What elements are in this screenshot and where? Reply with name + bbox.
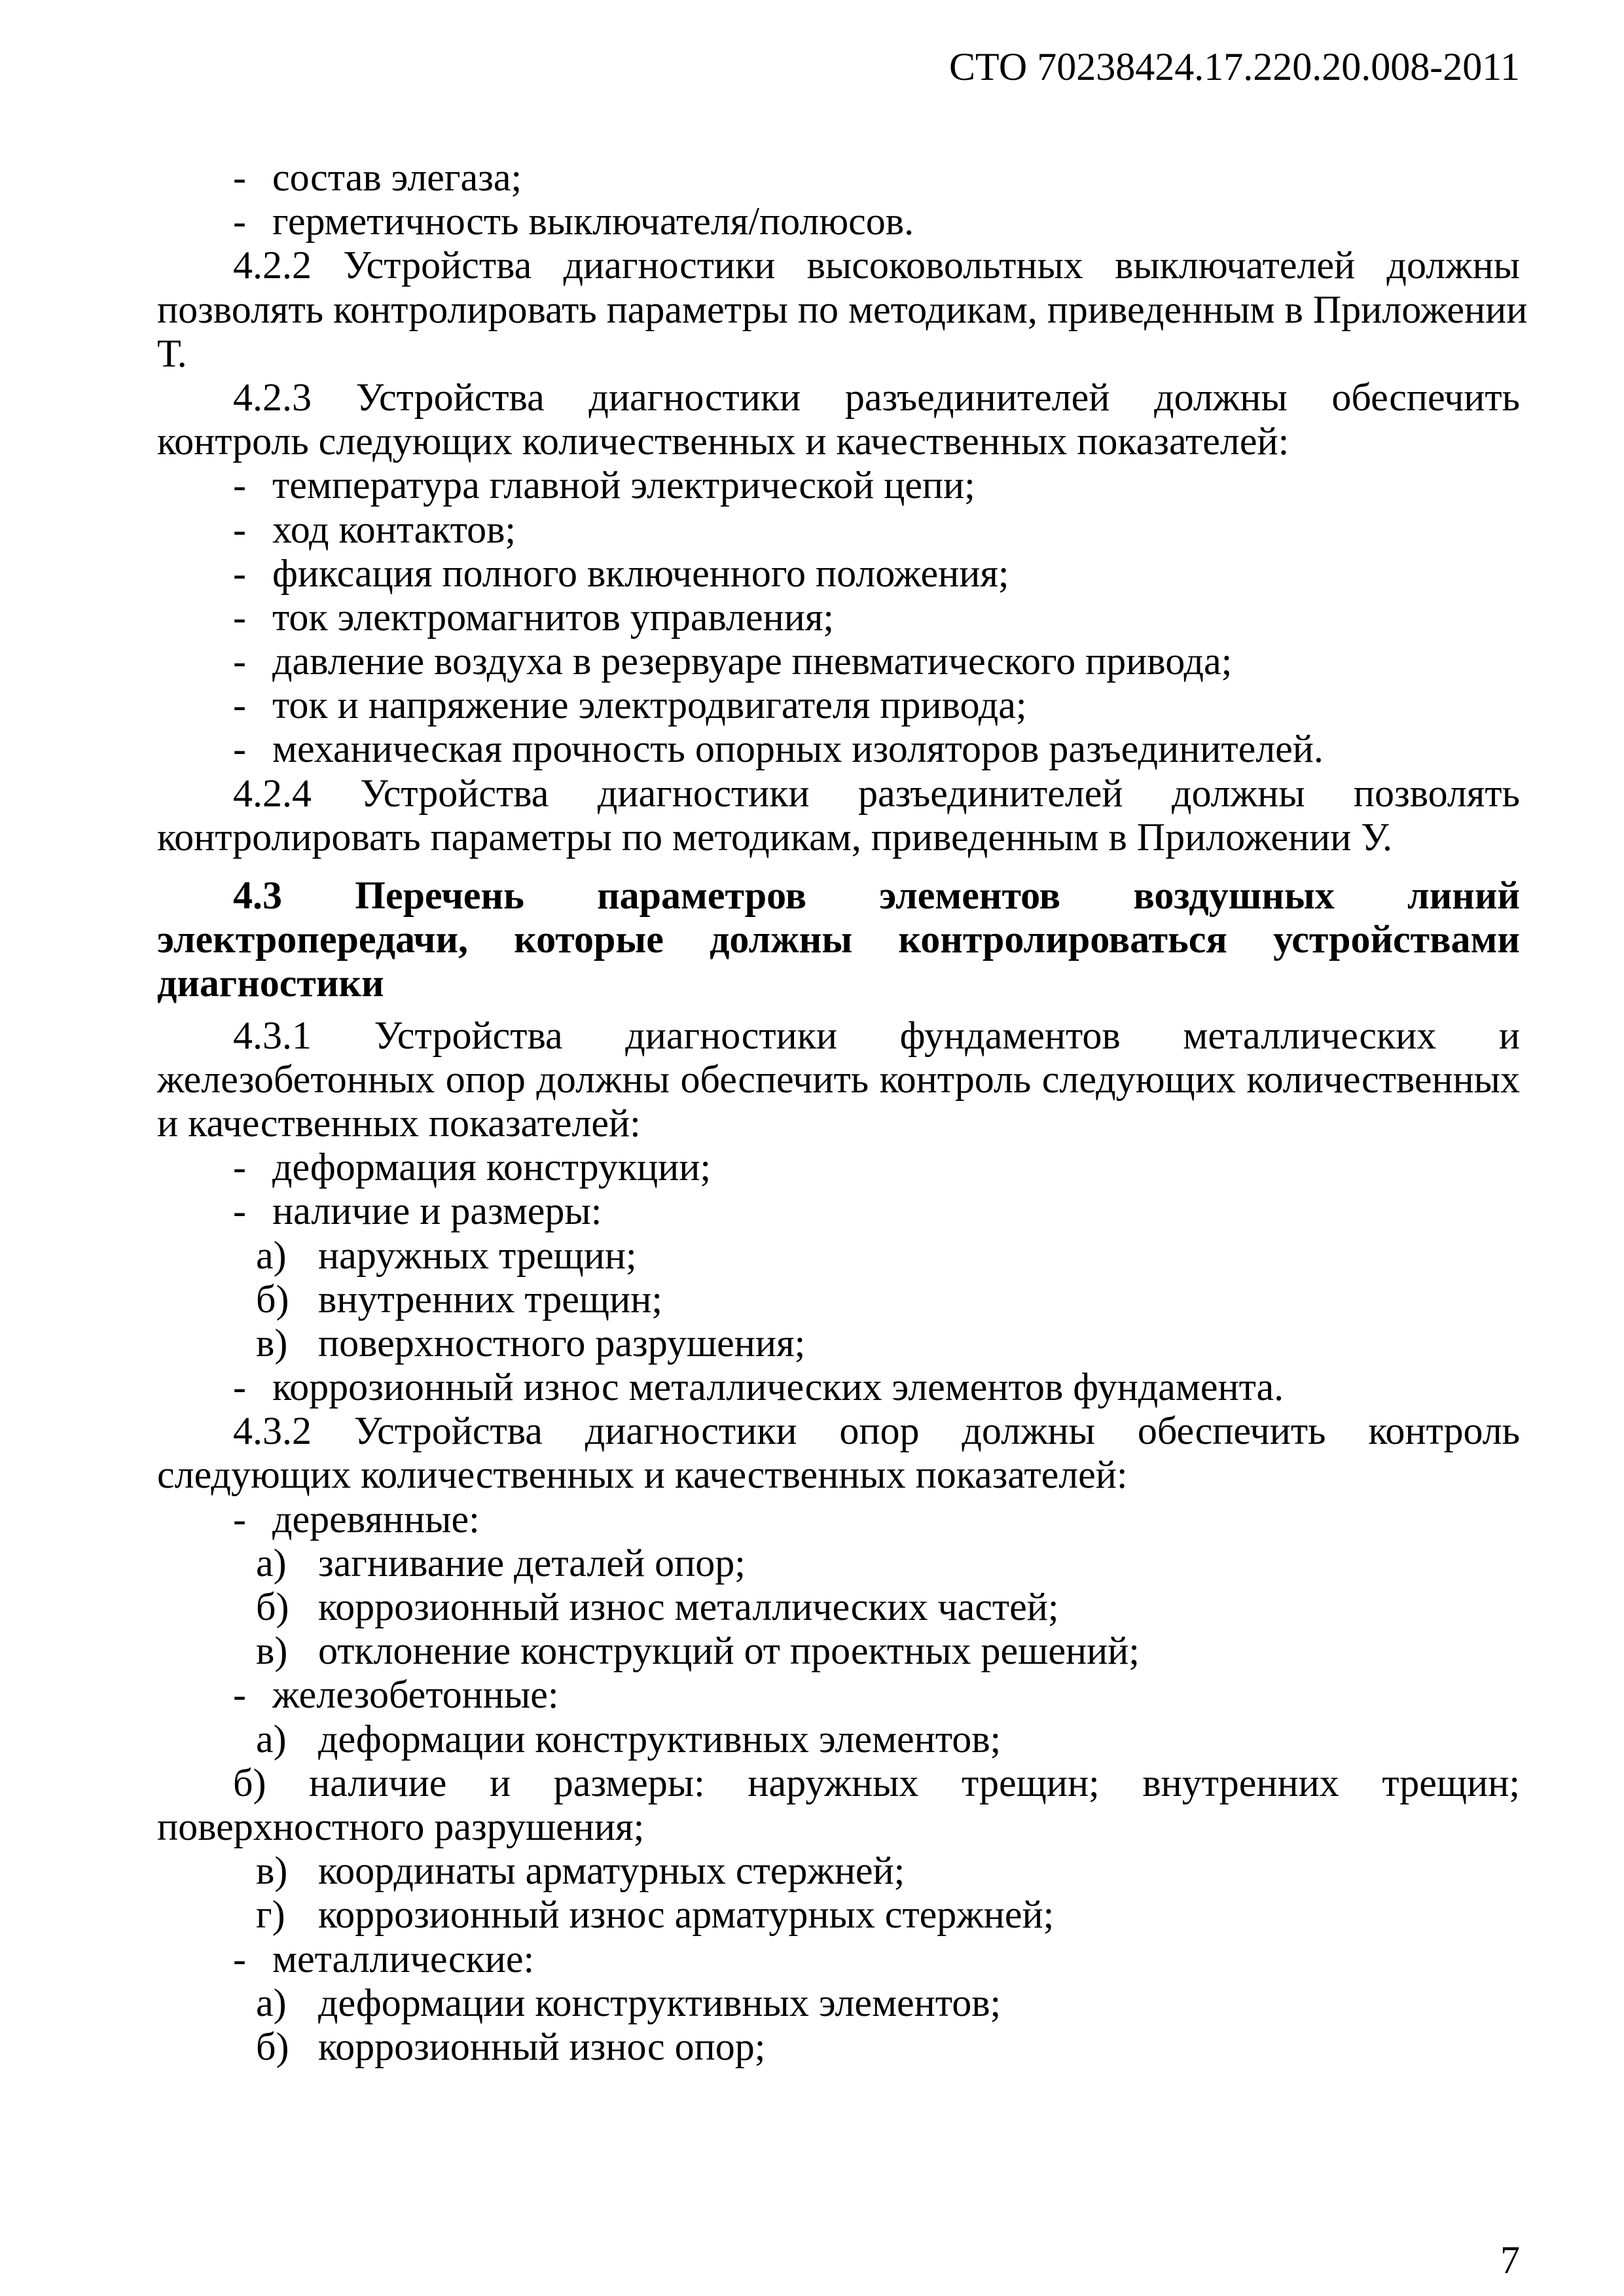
- document-code-header: СТО 70238424.17.220.20.008-2011: [949, 45, 1520, 88]
- text-line: 4.2.3 Устройства диагностики разъединителей должны обеспечить: [233, 375, 1520, 419]
- sub-list-item-text: коррозионный износ металлических частей;: [318, 1585, 1059, 1628]
- list-item-text: давление воздуха в резервуаре пневматического привода;: [272, 639, 1233, 683]
- list-item-text: ток электромагнитов управления;: [272, 595, 835, 639]
- sub-list-marker: б): [256, 1277, 289, 1321]
- sub-list-item: [157, 1541, 1520, 1585]
- sub-list-item: [157, 2025, 1520, 2069]
- text-line: и качественных показателей:: [157, 1101, 641, 1145]
- sub-list-marker: в): [256, 1849, 288, 1893]
- list-item: [157, 596, 1520, 639]
- paragraph: [157, 376, 1520, 463]
- list-item: [157, 508, 1520, 552]
- list-item: [157, 1937, 1520, 1981]
- list-item-text: температура главной электрической цепи;: [272, 463, 975, 507]
- list-item-text: герметичность выключателя/полюсов.: [272, 200, 914, 243]
- list-dash-marker: -: [233, 463, 246, 507]
- paragraph: [157, 243, 1528, 376]
- text-line: позволять контролировать параметры по методикам, приведенным в Приложении: [157, 287, 1528, 331]
- sub-list-item-text: деформации конструктивных элементов;: [318, 1981, 1001, 2024]
- list-item: [157, 1189, 1520, 1233]
- list-item: [157, 727, 1520, 771]
- list-item-text: ход контактов;: [272, 507, 516, 551]
- sub-list-item-text: отклонение конструкций от проектных решений;: [318, 1629, 1140, 1673]
- sub-list-marker: а): [256, 1541, 287, 1585]
- list-item: [157, 463, 1520, 507]
- list-item-text: механическая прочность опорных изоляторов разъединителей.: [272, 727, 1324, 771]
- list-item-text: наличие и размеры:: [272, 1189, 602, 1233]
- sub-list-item: [157, 1849, 1520, 1893]
- sub-list-item-text: загнивание деталей опор;: [318, 1541, 746, 1585]
- list-dash-marker: -: [233, 595, 246, 639]
- sub-list-marker: а): [256, 1717, 287, 1761]
- sub-list-item-text: внутренних трещин;: [318, 1277, 663, 1321]
- list-dash-marker: -: [233, 1189, 246, 1233]
- text-line: диагностики: [157, 961, 384, 1005]
- list-item-text: деформация конструкции;: [272, 1145, 712, 1189]
- list-dash-marker: -: [233, 1497, 246, 1541]
- text-line: 4.3.1 Устройства диагностики фундаментов металлических и: [233, 1013, 1520, 1057]
- text-line: поверхностного разрушения;: [157, 1804, 645, 1848]
- sub-list-marker: а): [256, 1233, 287, 1277]
- sub-list-marker: в): [256, 1629, 288, 1673]
- sub-list-item: [157, 1585, 1520, 1629]
- sub-list-marker: а): [256, 1981, 287, 2024]
- list-item: [157, 1673, 1520, 1717]
- sub-list-item-text: координаты арматурных стержней;: [318, 1849, 905, 1893]
- list-dash-marker: -: [233, 1145, 246, 1189]
- list-dash-marker: -: [233, 727, 246, 771]
- sub-list-item-text: деформации конструктивных элементов;: [318, 1717, 1001, 1761]
- list-dash-marker: -: [233, 156, 246, 199]
- text-line: 4.2.4 Устройства диагностики разъединителей должны позволять: [233, 771, 1520, 815]
- sub-list-item: [157, 1234, 1520, 1278]
- text-line: контроль следующих количественных и качественных показателей:: [157, 420, 1290, 463]
- list-item-text: ток и напряжение электродвигателя привода;: [272, 683, 1027, 727]
- sub-list-item-text: наружных трещин;: [318, 1233, 637, 1277]
- list-item: [157, 683, 1520, 727]
- list-dash-marker: -: [233, 1673, 246, 1717]
- sub-list-item: [157, 1629, 1520, 1673]
- text-line: контролировать параметры по методикам, приведенным в Приложении У.: [157, 815, 1392, 859]
- text-line: следующих количественных и качественных показателей:: [157, 1453, 1128, 1497]
- sub-list-item: [157, 1717, 1520, 1761]
- list-dash-marker: -: [233, 1937, 246, 1981]
- sub-list-item: [157, 1321, 1520, 1365]
- page-body: [157, 156, 1528, 2069]
- text-line: 4.3 Перечень параметров элементов воздушных линий: [233, 874, 1520, 917]
- text-line: б) наличие и размеры: наружных трещин; внутренних трещин;: [233, 1761, 1520, 1804]
- list-item-text: железобетонные:: [272, 1673, 559, 1717]
- list-item: [157, 200, 1520, 243]
- sub-list-item-text: поверхностного разрушения;: [318, 1321, 806, 1365]
- sub-list-item: [157, 1893, 1520, 1937]
- paragraph: [157, 772, 1520, 859]
- list-item-text: коррозионный износ металлических элементов фундамента.: [272, 1365, 1284, 1409]
- list-item: [157, 639, 1520, 683]
- list-dash-marker: -: [233, 639, 246, 683]
- list-item-text: деревянные:: [272, 1497, 480, 1541]
- list-item-text: металлические:: [272, 1937, 535, 1981]
- sub-list-item-text: коррозионный износ арматурных стержней;: [318, 1893, 1055, 1937]
- paragraph: [157, 1409, 1520, 1497]
- text-line: 4.3.2 Устройства диагностики опор должны обеспечить контроль: [233, 1409, 1520, 1453]
- sub-list-marker: б): [256, 2024, 289, 2068]
- list-dash-marker: -: [233, 1365, 246, 1409]
- sub-list-item: [157, 1278, 1520, 1321]
- sub-list-marker: г): [256, 1893, 285, 1937]
- list-dash-marker: -: [233, 551, 246, 595]
- list-dash-marker: -: [233, 507, 246, 551]
- text-line: электропередачи, которые должны контролироваться устройствами: [157, 918, 1520, 961]
- list-dash-marker: -: [233, 683, 246, 727]
- list-item: [157, 156, 1520, 200]
- text-line: 4.2.2 Устройства диагностики высоковольтных выключателей должны: [233, 243, 1520, 287]
- list-item: [157, 1145, 1520, 1189]
- list-dash-marker: -: [233, 200, 246, 243]
- section-heading: [157, 874, 1520, 1006]
- list-item-text: состав элегаза;: [272, 156, 522, 199]
- sub-list-item: [157, 1981, 1520, 2025]
- list-item: [157, 1365, 1520, 1409]
- text-line: железобетонных опор должны обеспечить контроль следующих количественных: [157, 1057, 1520, 1101]
- list-item: [157, 552, 1520, 596]
- text-line: Т.: [157, 331, 187, 375]
- paragraph: [157, 1761, 1520, 1849]
- list-item: [157, 1498, 1520, 1541]
- list-item-text: фиксация полного включенного положения;: [272, 551, 1009, 595]
- sub-list-marker: в): [256, 1321, 288, 1365]
- paragraph: [157, 1014, 1520, 1146]
- page-number: 7: [1500, 2238, 1520, 2282]
- sub-list-marker: б): [256, 1585, 289, 1628]
- sub-list-item-text: коррозионный износ опор;: [318, 2024, 766, 2068]
